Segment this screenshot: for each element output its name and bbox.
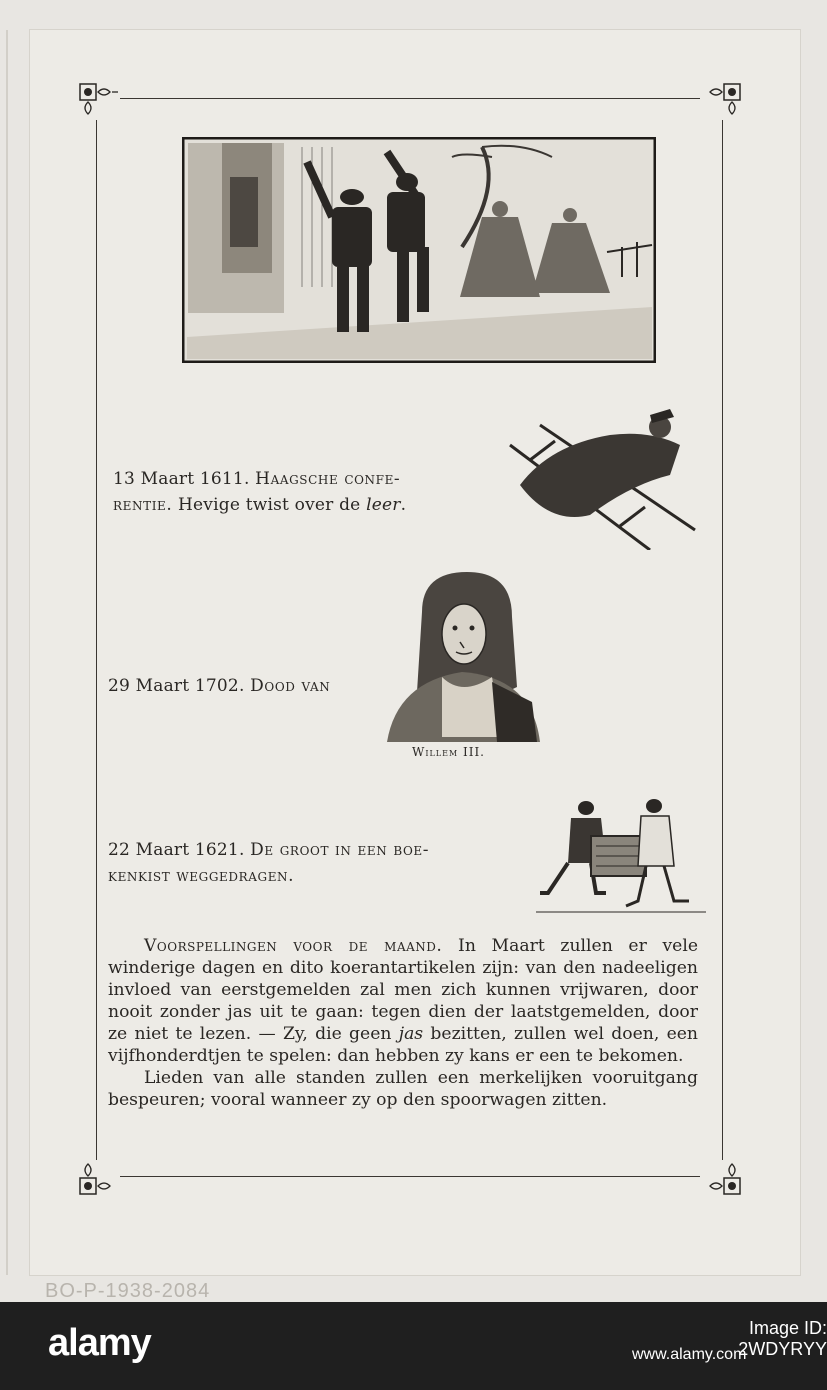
ornamental-corner-icon <box>78 1156 118 1196</box>
event-text: Hevige twist over de <box>178 495 361 515</box>
prediction-text-b: bezitten, zullen wel doen, een vijfhonderdtjen te spelen: dan hebben zy kans er een te bekomen. <box>108 1024 698 1066</box>
frame-bottom-rule <box>120 1176 700 1177</box>
portrait-caption: Willem III. <box>412 745 485 759</box>
ornamental-corner-icon <box>78 82 118 122</box>
prediction-text-a: In Maart zullen er vele winderige dagen en dito koerantartikelen zijn: van den nadeeligen invloed van eerstgemelden zal men zich kunnen vrijwaren, door nooit zonder jas uit te gaan: tegen dien der laatstgemelden, door ze niet te lezen. — Zy, die geen <box>108 936 698 1044</box>
frame-left-rule <box>96 120 97 1160</box>
ornamental-corner-icon <box>702 1156 742 1196</box>
willem-iii-portrait <box>382 572 540 742</box>
frame-top-rule <box>120 98 700 99</box>
watermark-url: www.alamy.com <box>632 1346 747 1363</box>
frame-right-rule <box>722 120 723 1160</box>
event-1702 <box>108 673 408 699</box>
ornamental-corner-icon <box>702 82 742 122</box>
event-punctuation: . <box>400 495 407 515</box>
prediction-paragraph-2: Lieden van alle standen zullen een merkelijken vooruitgang bespeuren; vooral wanneer zy op den spoorwagen zitten. <box>108 1068 698 1110</box>
prediction-heading: Voorspellingen voor de maand. <box>144 936 443 956</box>
image-id: Image ID: 2WDYRYY <box>738 1318 827 1359</box>
event-title: Haagsche confe- <box>255 469 401 489</box>
scan-edge <box>6 30 8 1275</box>
event-date: 22 Maart 1621. <box>108 840 245 860</box>
monthly-prediction <box>108 935 698 1111</box>
event-title: Dood van <box>250 676 331 696</box>
event-1611 <box>113 466 493 518</box>
event-title-cont: kenkist weggedragen. <box>108 866 295 886</box>
event-title-cont: rentie. <box>113 495 173 515</box>
inventory-number: BO-P-1938-2084 <box>45 1280 211 1302</box>
alamy-logo: alamy <box>48 1322 151 1364</box>
fighting-men-engraving <box>182 137 656 363</box>
event-date: 29 Maart 1702. <box>108 676 245 696</box>
event-title: De groot in een boe- <box>250 840 430 860</box>
event-1621 <box>108 837 538 889</box>
event-text-italic: leer <box>366 495 401 515</box>
man-on-ladder-engraving <box>500 405 700 550</box>
prediction-italic: jas <box>398 1024 424 1044</box>
men-carrying-chest-engraving <box>536 796 706 916</box>
prediction-paragraph-1 <box>108 935 698 1067</box>
event-date: 13 Maart 1611. <box>113 469 250 489</box>
